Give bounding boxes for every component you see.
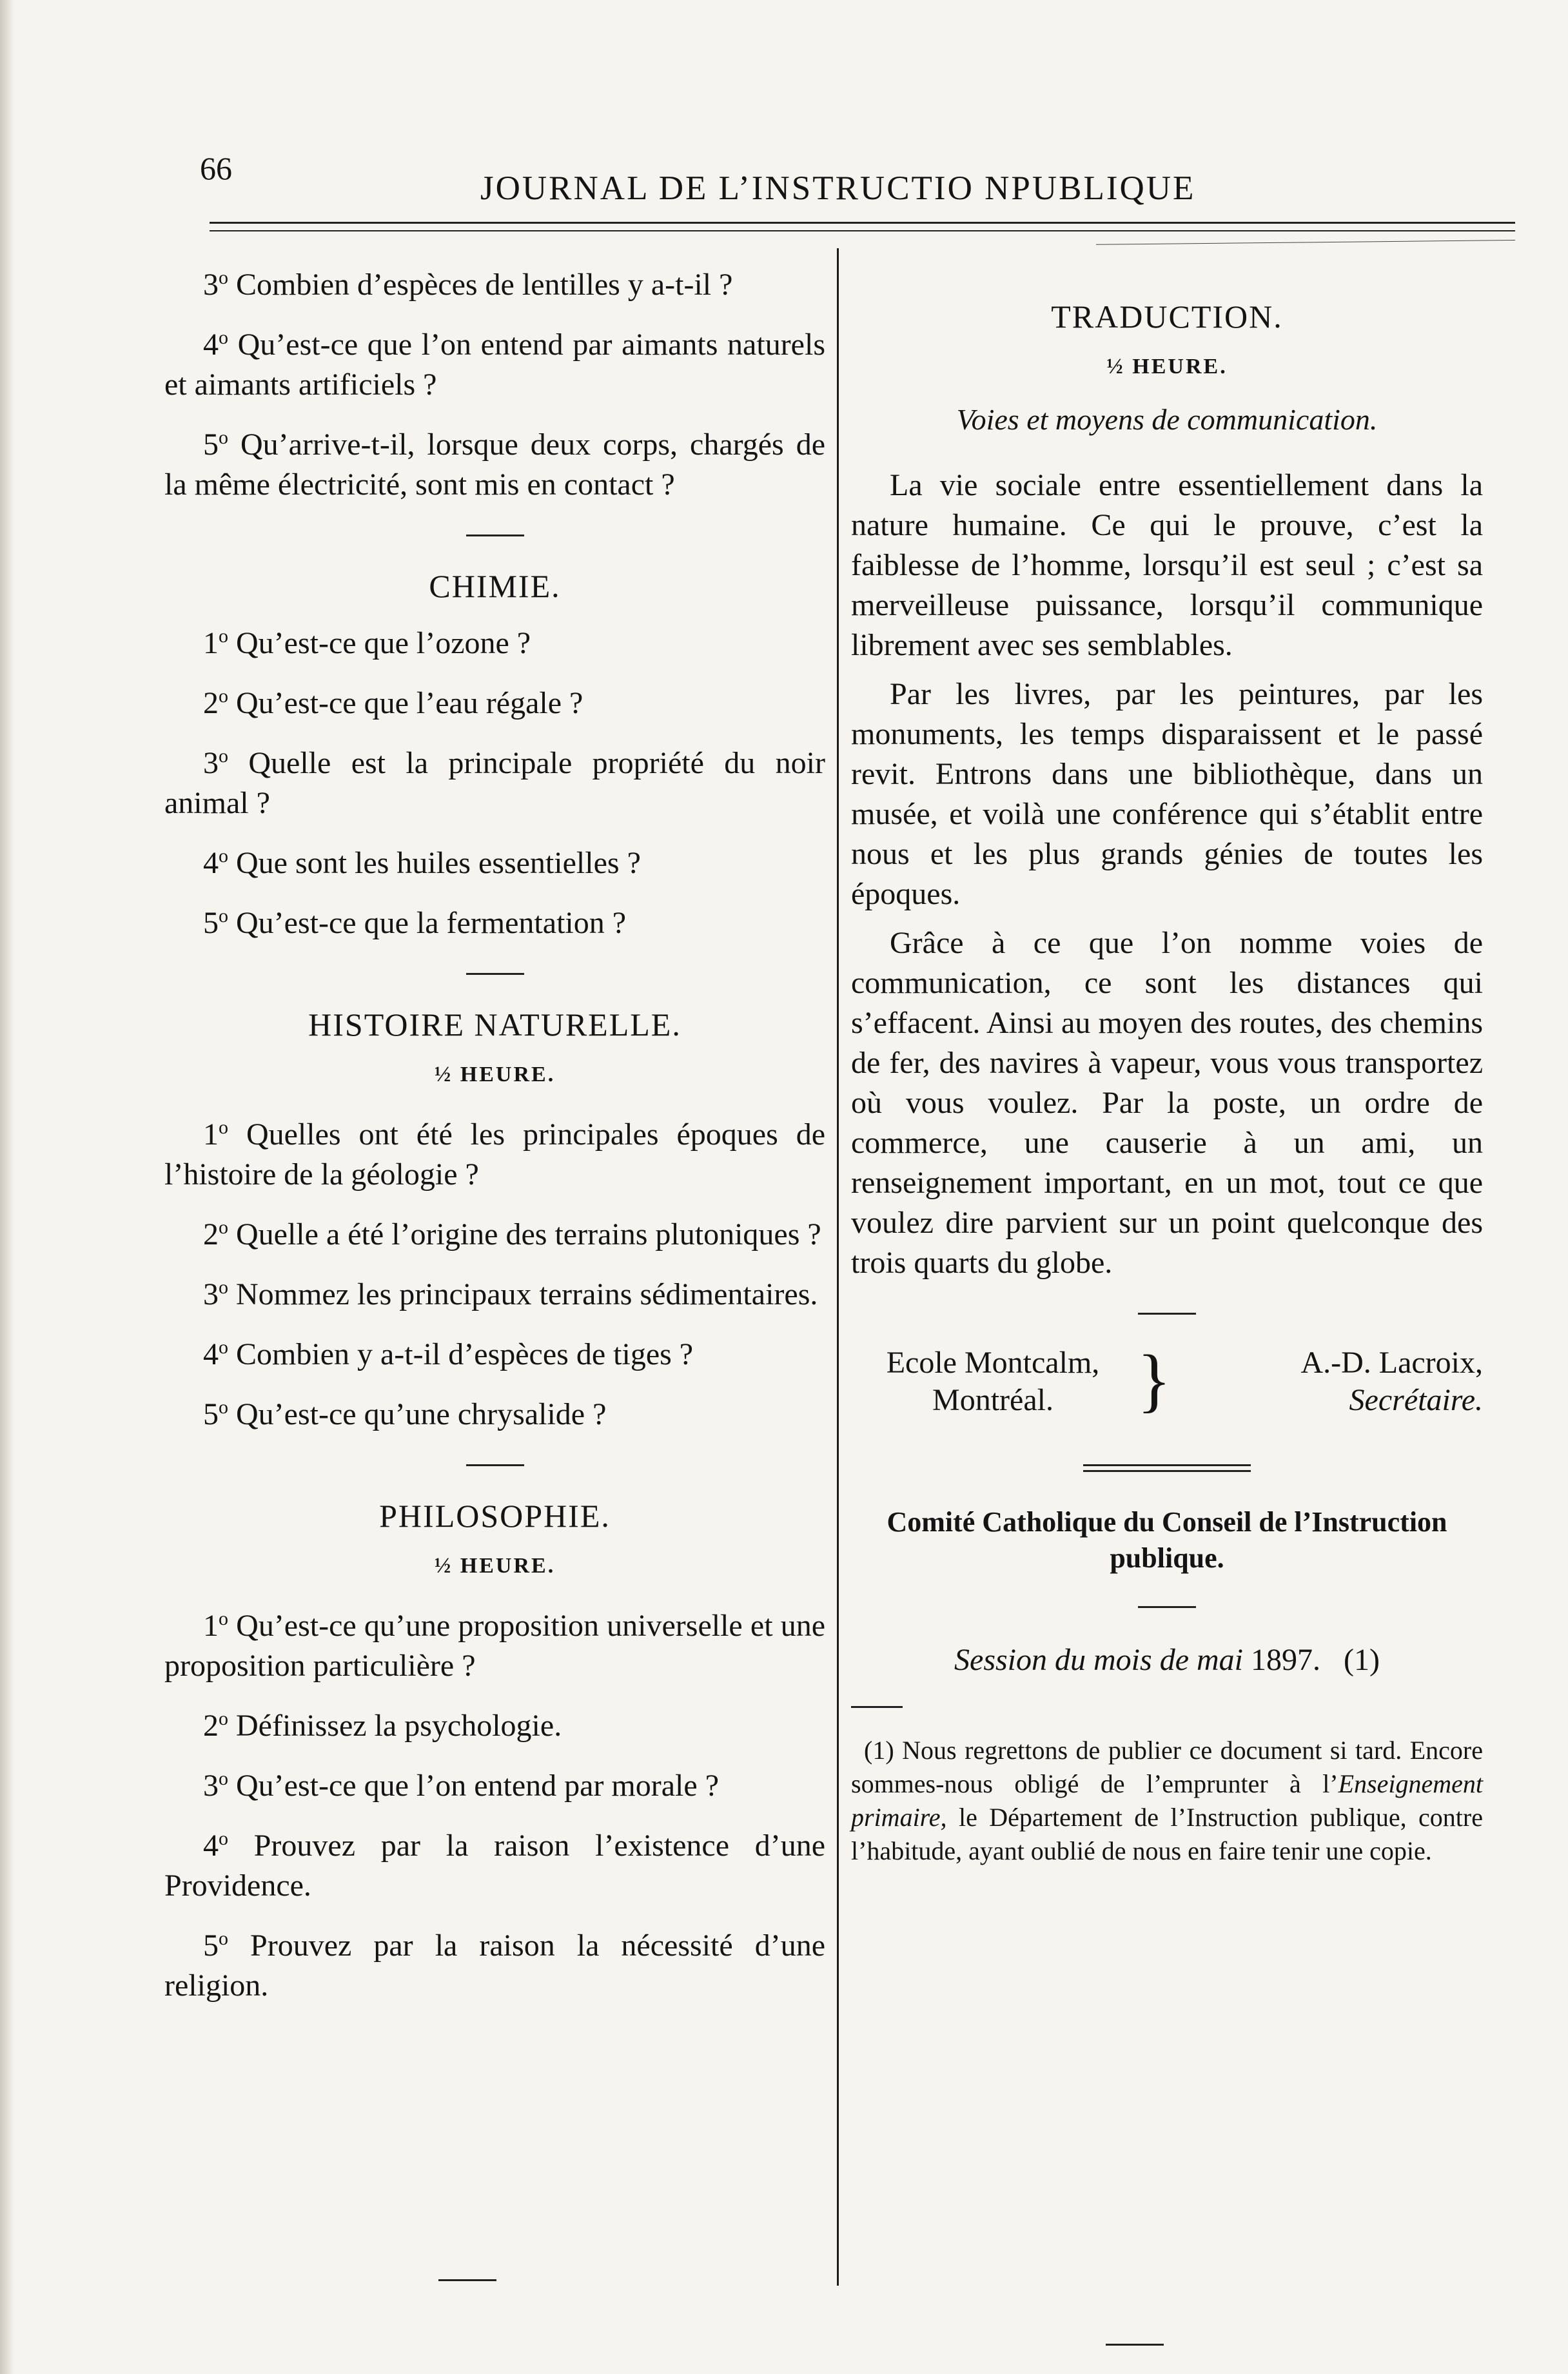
question: 4$^o$ Prouvez par la raison l’existence d’une Providence. xyxy=(164,1828,826,1903)
question: 2$^o$ Qu’est-ce que l’eau régale ? xyxy=(203,685,583,720)
question: 5$^o$ Qu’est-ce qu’une chrysalide ? xyxy=(203,1397,607,1431)
right-column xyxy=(851,297,1483,1894)
signatory-role: Secrétaire. xyxy=(1349,1383,1483,1417)
question: 1$^o$ Qu’est-ce que l’ozone ? xyxy=(203,625,531,660)
duration-label: ½ HEURE. xyxy=(1106,355,1228,378)
school-name: Ecole Montcalm, Montréal. xyxy=(886,1346,1100,1417)
question: 3$^o$ Combien d’espèces de lentilles y a-t-il ? xyxy=(203,267,733,302)
header-rule-thin xyxy=(1096,240,1515,245)
question: 5$^o$ Qu’arrive-t-il, lorsque deux corps, chargés de la même électricité, sont mis en contact ? xyxy=(164,427,825,502)
footnote: (1) Nous regrettons de publier ce document si tard. Encore sommes-nous obligé de l’emprunter à l’Enseignement primaire, le Département de l’Instruction publique, contre l’habitude, ayant oublié de nous en faire tenir une copie. xyxy=(851,1736,1484,1865)
paragraph: La vie sociale entre essentiellement dans la nature humaine. Ce qui le prouve, c’est la faiblesse de l’homme, lorsqu’il est seul ; c’est sa merveilleuse puissance, lorsqu’il communique librement avec ses semblables. xyxy=(851,468,1483,662)
header-rule-secondary xyxy=(210,230,1515,231)
section-title-natural-history: HISTOIRE NATURELLE. xyxy=(308,1006,681,1043)
translation-subtitle: Voies et moyens de communication. xyxy=(956,403,1378,436)
section-separator xyxy=(1138,1313,1196,1315)
committee-heading: Comité Catholique du Conseil de l’Instruction publique. xyxy=(887,1506,1447,1574)
scan-edge xyxy=(0,0,14,2374)
section-separator xyxy=(466,1464,524,1466)
section-separator xyxy=(466,973,524,975)
section-title-philosophy: PHILOSOPHIE. xyxy=(379,1498,611,1534)
question: 3$^o$ Quelle est la principale propriété du noir animal ? xyxy=(164,745,825,820)
brace: } xyxy=(1137,1340,1171,1419)
section-separator xyxy=(466,535,524,536)
bottom-rule-right xyxy=(1106,2344,1164,2346)
column-divider xyxy=(837,248,839,2286)
question: 1$^o$ Quelles ont été les principales époques de l’histoire de la géologie ? xyxy=(164,1117,826,1192)
footnote-rule xyxy=(851,1706,903,1708)
question: 4$^o$ Combien y a-t-il d’espèces de tiges ? xyxy=(203,1337,694,1371)
question: 5$^o$ Qu’est-ce que la fermentation ? xyxy=(203,905,627,940)
question: 2$^o$ Définissez la psychologie. xyxy=(203,1708,562,1743)
paragraph: Par les livres, par les peintures, par les monuments, les temps disparaissent et le passé revit. Entrons dans une bibliothèque, dans un musée, et voilà une conférence qui s’établit entre nous et les plus grands génies de toutes les époques. xyxy=(851,677,1483,911)
question: 3$^o$ Nommez les principaux terrains sédimentaires. xyxy=(203,1277,818,1311)
section-title-chemistry: CHIMIE. xyxy=(429,568,561,604)
section-title-translation: TRADUCTION. xyxy=(1051,299,1283,335)
page-number: 66 xyxy=(200,150,232,186)
question: 3$^o$ Qu’est-ce que l’on entend par morale ? xyxy=(203,1768,719,1803)
signatory-name: A.-D. Lacroix, xyxy=(1300,1346,1483,1380)
question: 2$^o$ Quelle a été l’origine des terrains plutoniques ? xyxy=(203,1217,821,1251)
running-title: JOURNAL DE L’INSTRUCTIO NPUBLIQUE xyxy=(480,170,1196,207)
header-rule xyxy=(210,222,1515,224)
bottom-rule-left xyxy=(438,2279,496,2281)
session-line: Session du mois de mai 1897. (1) xyxy=(954,1643,1380,1677)
question: 5$^o$ Prouvez par la raison la nécessité d’une religion. xyxy=(164,1928,826,2003)
left-column xyxy=(164,258,825,2019)
question: 1$^o$ Qu’est-ce qu’une proposition universelle et une proposition particulière ? xyxy=(164,1608,825,1683)
duration-label: ½ HEURE. xyxy=(434,1554,556,1578)
double-rule xyxy=(1083,1464,1251,1472)
question: 4$^o$ Que sont les huiles essentielles ? xyxy=(203,845,641,880)
question: 4$^o$ Qu’est-ce que l’on entend par aimants naturels et aimants artificiels ? xyxy=(164,327,825,402)
signatory xyxy=(1173,1344,1483,1419)
signature-block xyxy=(851,1340,1483,1419)
section-separator xyxy=(1138,1606,1196,1608)
duration-label: ½ HEURE. xyxy=(434,1063,556,1086)
paragraph: Grâce à ce que l’on nomme voies de communication, ce sont les distances qui s’effacent. Ainsi au moyen des routes, des chemins de fer, des navires à vapeur, vous vous transportez où vous voulez. Par la poste, un ordre de commerce, une causerie à un ami, un renseignement important, en un mot, tout ce que voulez dire parvient sur un point quelconque des trois quarts du globe. xyxy=(851,926,1483,1280)
